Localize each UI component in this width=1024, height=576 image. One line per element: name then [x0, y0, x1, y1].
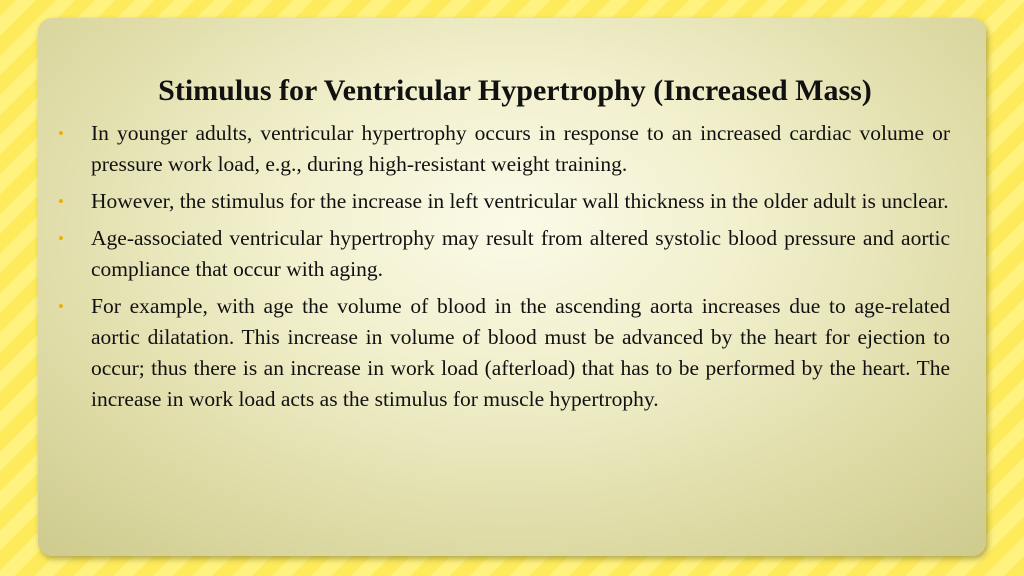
bullet-item: [58, 186, 950, 217]
bullet-dot-icon: •: [58, 192, 64, 211]
bullet-item: [58, 223, 950, 285]
bullet-text: For example, with age the volume of blood in the ascending aorta increases due to age-related aortic dilatation. This increase in volume of blood must be advanced by the heart for ejection to occur; thus there is an increase in work load (afterload) that has to be performed by the heart. The increase in work load acts as the stimulus for muscle hypertrophy.: [91, 294, 950, 411]
bullet-item: [58, 118, 950, 180]
bullet-text: Age-associated ventricular hypertrophy may result from altered systolic blood pressure and aortic compliance that occur with aging.: [91, 226, 950, 281]
bullet-text: However, the stimulus for the increase in left ventricular wall thickness in the older adult is unclear.: [91, 189, 949, 213]
bullet-dot-icon: •: [58, 124, 64, 143]
bullet-dot-icon: •: [58, 229, 64, 248]
bullet-dot-icon: •: [58, 297, 64, 316]
bullet-item: [58, 291, 950, 415]
bullet-list: [58, 118, 950, 421]
bullet-text: In younger adults, ventricular hypertrophy occurs in response to an increased cardiac volume or pressure work load, e.g., during high-resistant weight training.: [91, 121, 950, 176]
slide-title: Stimulus for Ventricular Hypertrophy (Increased Mass): [158, 74, 872, 107]
